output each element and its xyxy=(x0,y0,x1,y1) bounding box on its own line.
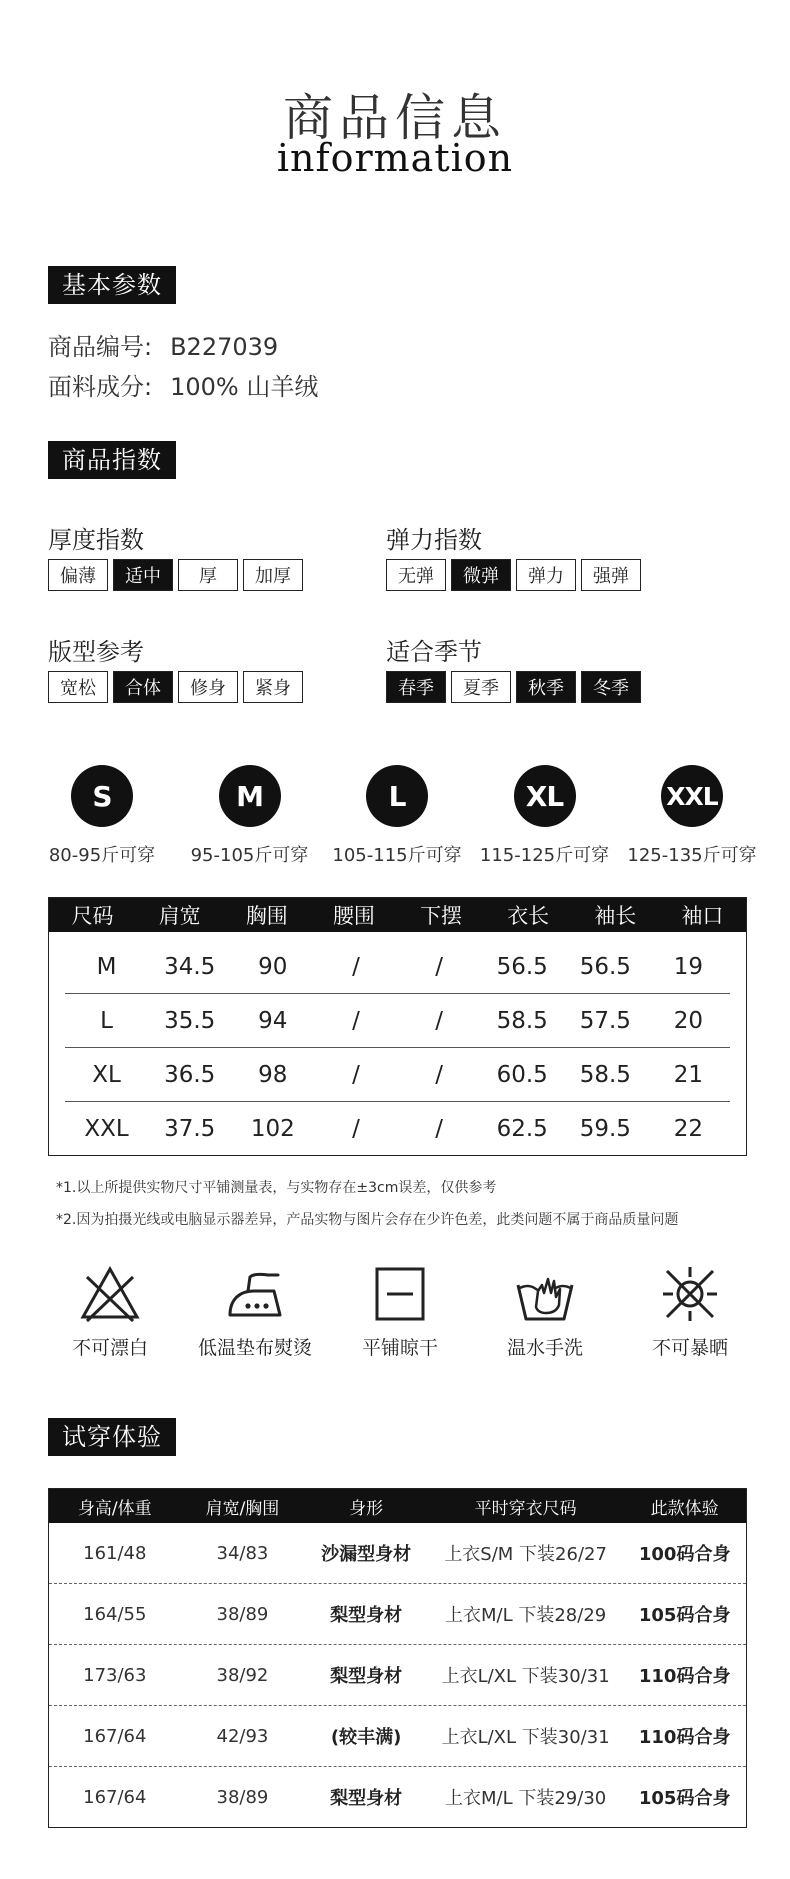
size-table xyxy=(48,897,747,1156)
size-item xyxy=(622,765,762,867)
thickness-option: 偏薄 xyxy=(48,559,108,591)
table-cell: 59.5 xyxy=(579,1115,631,1142)
tryon-table xyxy=(48,1488,747,1828)
care-item xyxy=(620,1263,760,1360)
care-item xyxy=(185,1263,325,1360)
header-cell: 袖长 xyxy=(594,904,637,928)
table-cell: 105码合身 xyxy=(638,1788,731,1809)
table-row xyxy=(49,1767,746,1827)
no-sun-icon xyxy=(659,1263,721,1325)
table-cell: 34.5 xyxy=(164,953,216,980)
table-cell: 164/55 xyxy=(83,1603,147,1625)
table-cell: 161/48 xyxy=(83,1542,147,1564)
section-label-tryon: 试穿体验 xyxy=(48,1418,176,1456)
size-badge: M xyxy=(219,765,281,827)
size-weight-range: 105-115斤可穿 xyxy=(332,845,462,866)
page-subtitle: information xyxy=(276,136,514,180)
low-temp-iron-icon xyxy=(224,1263,286,1325)
table-cell: XL xyxy=(92,1061,121,1088)
table-cell: / xyxy=(435,1115,443,1142)
care-label: 低温垫布熨烫 xyxy=(197,1337,312,1359)
table-row xyxy=(65,1102,730,1155)
hand-wash-icon xyxy=(514,1263,576,1325)
table-cell: 58.5 xyxy=(579,1061,631,1088)
table-cell: 38/92 xyxy=(216,1664,269,1686)
table-cell: XXL xyxy=(84,1115,129,1142)
fabric-composition xyxy=(48,367,318,402)
table-cell: 62.5 xyxy=(496,1115,548,1142)
size-item xyxy=(475,765,615,867)
fabric-key: 面料成分: xyxy=(48,373,153,401)
season-option: 冬季 xyxy=(581,671,641,703)
size-item xyxy=(32,765,172,867)
table-cell: 20 xyxy=(673,1007,704,1034)
section-label-index: 商品指数 xyxy=(48,441,176,479)
table-cell: 94 xyxy=(258,1007,288,1034)
table-row xyxy=(65,940,730,994)
product-code-key: 商品编号: xyxy=(48,333,153,361)
fit-option: 合体 xyxy=(113,671,173,703)
table-cell: 上衣M/L 下装28/29 xyxy=(445,1605,607,1626)
header-cell: 尺码 xyxy=(71,904,114,928)
table-cell: 36.5 xyxy=(164,1061,216,1088)
thickness-title: 厚度指数 xyxy=(48,526,144,554)
table-row xyxy=(65,994,730,1048)
table-cell: L xyxy=(100,1007,113,1034)
thickness-option: 加厚 xyxy=(243,559,303,591)
table-cell: 38/89 xyxy=(216,1786,269,1808)
fabric-value: 100% 山羊绒 xyxy=(170,373,319,401)
tryon-table-header xyxy=(49,1489,746,1523)
table-cell: M xyxy=(96,953,117,980)
table-cell: 110码合身 xyxy=(638,1666,731,1687)
no-bleach-icon xyxy=(79,1263,141,1325)
table-cell: 37.5 xyxy=(164,1115,216,1142)
thickness-option: 适中 xyxy=(113,559,173,591)
elasticity-option: 弹力 xyxy=(516,559,576,591)
size-badge: S xyxy=(71,765,133,827)
page-title: 商品信息 xyxy=(283,89,507,147)
header-cell: 下摆 xyxy=(420,904,463,928)
table-cell: / xyxy=(352,1115,360,1142)
header-cell: 衣长 xyxy=(507,904,550,928)
table-cell: 上衣S/M 下装26/27 xyxy=(444,1544,607,1565)
table-cell: 110码合身 xyxy=(638,1727,731,1748)
table-cell: 上衣L/XL 下装30/31 xyxy=(441,1727,610,1748)
table-cell: 上衣M/L 下装29/30 xyxy=(445,1788,607,1809)
table-cell: 21 xyxy=(673,1061,704,1088)
table-cell: / xyxy=(352,953,360,980)
table-cell: 98 xyxy=(258,1061,288,1088)
note-measurement: *1.以上所提供实物尺寸平铺测量表，与实物存在±3cm误差，仅供参考 xyxy=(56,1180,497,1196)
table-cell: 60.5 xyxy=(496,1061,548,1088)
table-cell: 梨型身材 xyxy=(330,1666,403,1687)
size-badge: XXL xyxy=(661,765,723,827)
elasticity-options xyxy=(386,559,641,591)
table-cell: / xyxy=(435,1007,443,1034)
table-cell: 58.5 xyxy=(496,1007,548,1034)
size-weight-range: 95-105斤可穿 xyxy=(190,845,309,866)
product-code-value: B227039 xyxy=(170,333,279,361)
table-cell: 167/64 xyxy=(83,1725,147,1747)
size-badge: L xyxy=(366,765,428,827)
section-label-basic: 基本参数 xyxy=(48,266,176,304)
table-cell: 105码合身 xyxy=(638,1605,731,1626)
header-cell: 身高/体重 xyxy=(77,1498,152,1519)
elasticity-title: 弹力指数 xyxy=(386,526,482,554)
header-cell: 肩宽/胸围 xyxy=(205,1498,280,1519)
product-code xyxy=(48,327,278,362)
care-label: 不可漂白 xyxy=(71,1337,148,1359)
dry-flat-icon xyxy=(369,1263,431,1325)
table-cell: 34/83 xyxy=(216,1542,269,1564)
fit-option: 修身 xyxy=(178,671,238,703)
table-cell: 19 xyxy=(673,953,704,980)
table-row xyxy=(49,1584,746,1645)
header-cell: 袖口 xyxy=(681,904,724,928)
size-item xyxy=(327,765,467,867)
season-option: 秋季 xyxy=(516,671,576,703)
season-title: 适合季节 xyxy=(386,638,482,666)
header-cell: 肩宽 xyxy=(158,904,201,928)
table-cell: 梨型身材 xyxy=(330,1605,403,1626)
header-cell: 平时穿衣尺码 xyxy=(474,1498,577,1519)
table-row xyxy=(65,1048,730,1102)
size-table-body xyxy=(49,932,746,1155)
fit-options xyxy=(48,671,303,703)
elasticity-option: 无弹 xyxy=(386,559,446,591)
table-cell: 100码合身 xyxy=(638,1544,731,1565)
care-item xyxy=(40,1263,180,1360)
size-badge: XL xyxy=(514,765,576,827)
season-option: 夏季 xyxy=(451,671,511,703)
care-item xyxy=(330,1263,470,1360)
fit-option: 宽松 xyxy=(48,671,108,703)
header-cell: 身形 xyxy=(349,1498,384,1519)
table-cell: (较丰满) xyxy=(330,1727,402,1748)
header-cell: 胸围 xyxy=(245,904,288,928)
season-options xyxy=(386,671,641,703)
size-guide xyxy=(32,765,762,867)
table-cell: 56.5 xyxy=(579,953,631,980)
note-color-difference: *2.因为拍摄光线或电脑显示器差异，产品实物与图片会存在少许色差，此类问题不属于商品质量问题 xyxy=(56,1212,679,1228)
care-instructions xyxy=(40,1263,760,1360)
table-cell: 102 xyxy=(250,1115,295,1142)
table-cell: 沙漏型身材 xyxy=(321,1544,412,1565)
table-cell: / xyxy=(352,1007,360,1034)
table-cell: / xyxy=(435,1061,443,1088)
elasticity-option: 微弹 xyxy=(451,559,511,591)
fit-title: 版型参考 xyxy=(48,638,144,666)
size-weight-range: 80-95斤可穿 xyxy=(48,845,156,866)
table-cell: / xyxy=(435,953,443,980)
size-weight-range: 115-125斤可穿 xyxy=(479,845,610,866)
care-item xyxy=(475,1263,615,1360)
fit-option: 紧身 xyxy=(243,671,303,703)
size-table-header xyxy=(49,898,746,932)
table-cell: 42/93 xyxy=(216,1725,269,1747)
table-cell: 35.5 xyxy=(164,1007,216,1034)
table-cell: 56.5 xyxy=(496,953,548,980)
care-label: 平铺晾干 xyxy=(361,1337,438,1359)
table-cell: / xyxy=(352,1061,360,1088)
thickness-option: 厚 xyxy=(178,559,238,591)
table-cell: 90 xyxy=(258,953,288,980)
header-cell: 此款体验 xyxy=(650,1498,719,1519)
table-cell: 173/63 xyxy=(83,1664,147,1686)
table-cell: 167/64 xyxy=(83,1786,147,1808)
season-option: 春季 xyxy=(386,671,446,703)
header-cell: 腰围 xyxy=(332,904,375,928)
thickness-options xyxy=(48,559,303,591)
table-cell: 57.5 xyxy=(579,1007,631,1034)
table-row xyxy=(49,1645,746,1706)
table-row xyxy=(49,1523,746,1584)
size-item xyxy=(180,765,320,867)
elasticity-option: 强弹 xyxy=(581,559,641,591)
size-weight-range: 125-135斤可穿 xyxy=(627,845,757,866)
care-label: 不可暴晒 xyxy=(651,1337,728,1359)
table-cell: 梨型身材 xyxy=(330,1788,403,1809)
table-cell: 22 xyxy=(673,1115,704,1142)
table-cell: 38/89 xyxy=(216,1603,269,1625)
table-row xyxy=(49,1706,746,1767)
table-cell: 上衣L/XL 下装30/31 xyxy=(441,1666,610,1687)
care-label: 温水手洗 xyxy=(506,1337,583,1359)
